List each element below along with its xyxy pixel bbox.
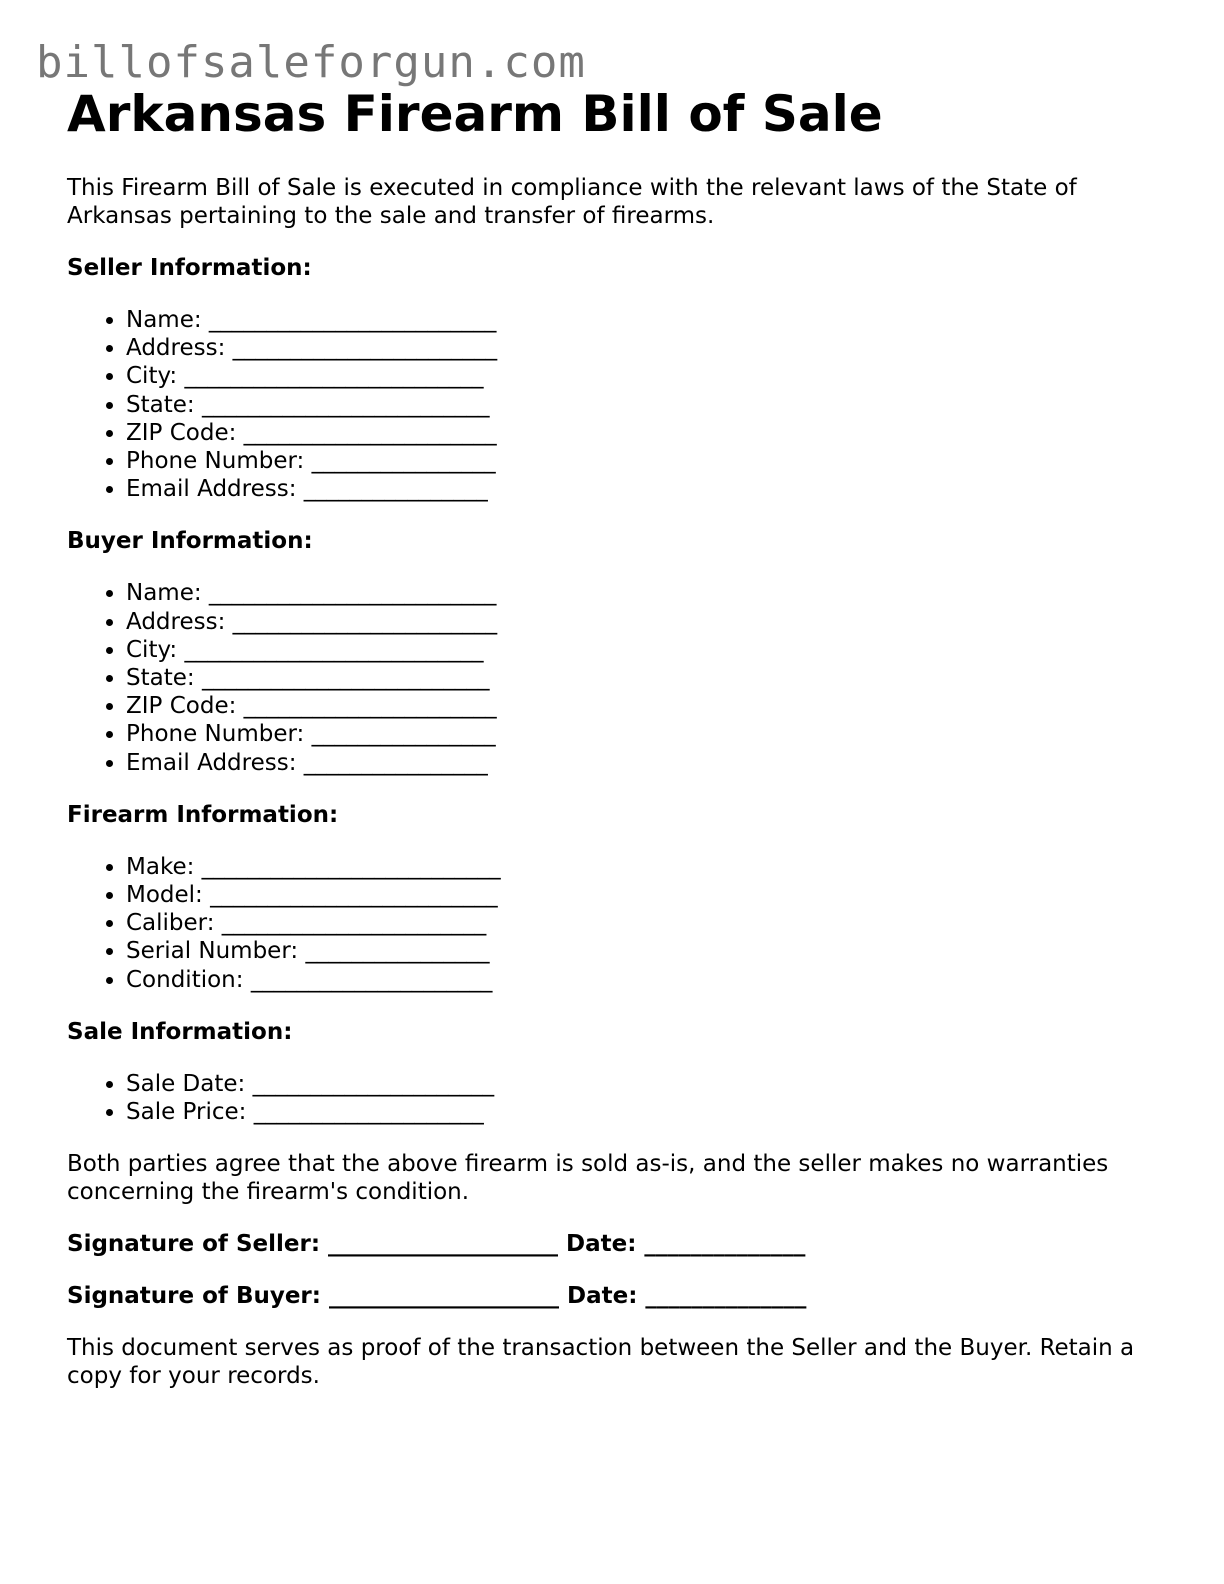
sale-field-list [67,1070,1167,1126]
seller-email-field: • Email Address: ________________ [126,475,1167,503]
closing-statement: This document serves as proof of the transaction between the Seller and the Buyer. Retain a copy for your records. [67,1335,1135,1390]
seller-signature-line: Signature of Seller: ____________________ Date: ______________ [67,1231,806,1258]
firearm-caliber-field: • Caliber: _______________________ [126,909,1167,937]
sale-date-field: • Sale Date: _____________________ [126,1070,1167,1098]
seller-zip-field: • ZIP Code: ______________________ [126,419,1167,447]
firearm-heading: Firearm Information: [67,801,339,828]
watermark: billofsaleforgun.com [36,37,586,88]
seller-heading: Seller Information: [67,255,312,281]
buyer-name-field: • Name: _________________________ [126,579,1167,607]
sale-price-field: • Sale Price: ____________________ [126,1098,1167,1126]
buyer-city-field: • City: __________________________ [126,636,1167,664]
buyer-zip-field: • ZIP Code: ______________________ [126,692,1167,720]
buyer-field-list [67,579,1167,776]
sale-heading: Sale Information: [67,1018,293,1045]
seller-name-field: • Name: _________________________ [126,306,1167,334]
firearm-make-field: • Make: __________________________ [126,853,1167,881]
firearm-condition-field: • Condition: _____________________ [126,966,1167,994]
seller-phone-field: • Phone Number: ________________ [126,447,1167,475]
seller-state-field: • State: _________________________ [126,391,1167,419]
document-page [67,84,1167,1390]
seller-city-field: • City: __________________________ [126,362,1167,390]
page-title: Arkansas Firearm Bill of Sale [67,85,883,143]
buyer-state-field: • State: _________________________ [126,664,1167,692]
seller-field-list [67,306,1167,503]
seller-address-field: • Address: _______________________ [126,334,1167,362]
intro-paragraph: This Firearm Bill of Sale is executed in compliance with the relevant laws of the State of Arkansas pertaining to the sale and transfer of firearms. [67,175,1077,229]
buyer-phone-field: • Phone Number: ________________ [126,720,1167,748]
buyer-email-field: • Email Address: ________________ [126,749,1167,777]
firearm-serial-field: • Serial Number: ________________ [126,937,1167,965]
buyer-address-field: • Address: _______________________ [126,608,1167,636]
buyer-heading: Buyer Information: [67,528,313,555]
firearm-field-list [67,853,1167,994]
firearm-model-field: • Model: _________________________ [126,881,1167,909]
buyer-signature-line: Signature of Buyer: ____________________ Date: ______________ [67,1283,807,1310]
as-is-statement: Both parties agree that the above firearm is sold as-is, and the seller makes no warranties concerning the firearm's condition. [67,1151,1109,1206]
